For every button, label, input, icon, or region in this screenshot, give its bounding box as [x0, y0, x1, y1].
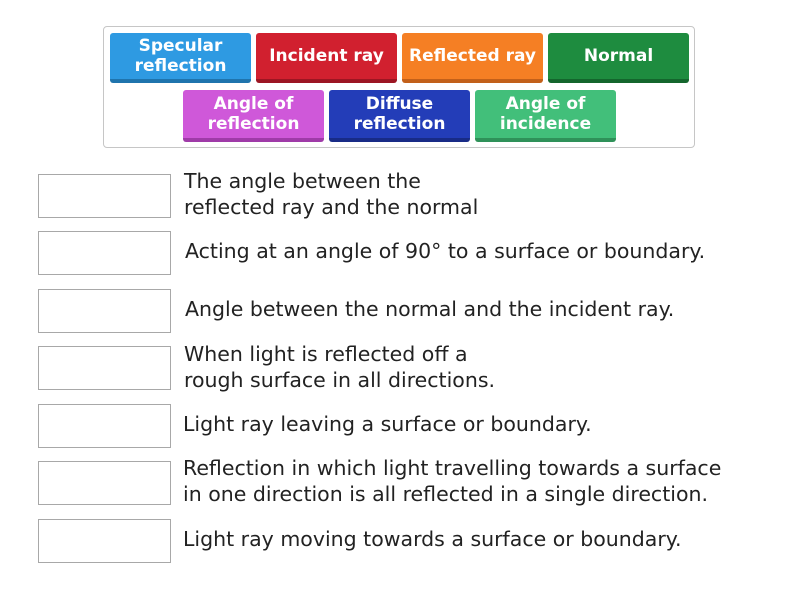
- tile-angle-of-reflection[interactable]: Angle of reflection: [183, 90, 324, 142]
- drop-slot-4[interactable]: [38, 346, 171, 390]
- definition-4: When light is reflected off a rough surface in all directions.: [184, 342, 496, 392]
- drop-slot-5[interactable]: [38, 404, 171, 448]
- definition-1: The angle between the reflected ray and the normal: [184, 169, 479, 219]
- tile-incident-ray[interactable]: Incident ray: [256, 33, 397, 83]
- definition-5: Light ray leaving a surface or boundary.: [183, 412, 592, 436]
- tile-angle-of-incidence[interactable]: Angle of incidence: [475, 90, 616, 142]
- drop-slot-6[interactable]: [38, 461, 171, 505]
- drop-slot-2[interactable]: [38, 231, 171, 275]
- tile-specular-reflection[interactable]: Specular reflection: [110, 33, 251, 83]
- definition-2: Acting at an angle of 90° to a surface or boundary.: [185, 239, 706, 263]
- tile-reflected-ray[interactable]: Reflected ray: [402, 33, 543, 83]
- definition-7: Light ray moving towards a surface or boundary.: [183, 527, 682, 551]
- definition-3: Angle between the normal and the incident ray.: [185, 297, 675, 321]
- tile-normal[interactable]: Normal: [548, 33, 689, 83]
- drop-slot-7[interactable]: [38, 519, 171, 563]
- tile-diffuse-reflection[interactable]: Diffuse reflection: [329, 90, 470, 142]
- drop-slot-1[interactable]: [38, 174, 171, 218]
- drop-slot-3[interactable]: [38, 289, 171, 333]
- definition-6: Reflection in which light travelling towards a surface in one direction is all reflected in a single direction.: [183, 456, 722, 506]
